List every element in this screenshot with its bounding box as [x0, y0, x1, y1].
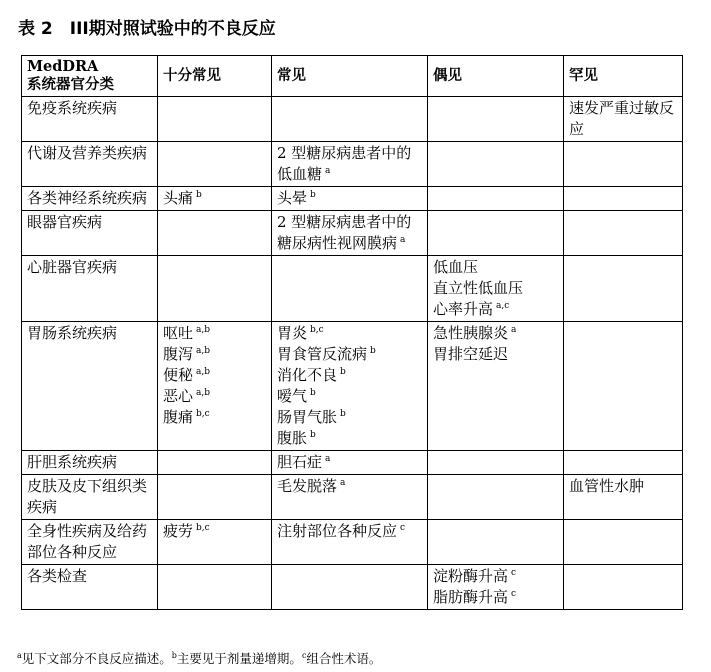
rare-cell — [564, 322, 683, 451]
uncommon-cell — [428, 475, 564, 520]
adverse-reactions-table — [21, 55, 683, 610]
header-soc-line2: 系统器官分类 — [27, 77, 114, 93]
uncommon-cell — [428, 142, 564, 187]
uncommon-cell — [428, 97, 564, 142]
footnote-marker: b — [310, 190, 316, 200]
very-common-cell — [158, 142, 272, 187]
reaction-term: 头痛 $^b$ — [163, 189, 202, 207]
footnote-text: 见下文部分不良反应描述。 — [21, 651, 172, 666]
reaction-term: 腹胀 $^b$ — [277, 429, 316, 447]
soc-cell: 皮肤及皮下组织类疾病 — [22, 475, 158, 520]
footnote-marker: c — [511, 568, 517, 578]
common-cell — [272, 475, 428, 520]
soc-cell: 各类检查 — [22, 565, 158, 610]
reaction-term: 脂肪酶升高 $^c$ — [433, 588, 517, 606]
footnote-marker: a — [17, 650, 22, 660]
table-title: 表 2 III期对照试验中的不良反应 — [18, 19, 276, 39]
common-cell — [272, 97, 428, 142]
rare-cell — [564, 520, 683, 565]
reaction-term: 胆石症 $^a$ — [277, 453, 331, 471]
reaction-term: 直立性低血压 — [433, 279, 524, 297]
table-row — [22, 97, 683, 142]
header-soc — [22, 56, 158, 97]
reaction-term: 低血压 — [433, 258, 479, 276]
rare-cell — [564, 256, 683, 322]
reaction-term: 速发严重过敏反应 — [569, 99, 675, 138]
common-cell — [272, 211, 428, 256]
very-common-cell — [158, 187, 272, 211]
footnote — [17, 649, 381, 667]
header-row — [22, 56, 683, 97]
footnote-marker: a,b — [196, 367, 211, 377]
uncommon-cell — [428, 211, 564, 256]
footnote-marker: b — [340, 367, 346, 377]
reaction-term: 心率升高 $^{a,c}$ — [433, 300, 510, 318]
footnote-marker: c — [301, 650, 307, 660]
reaction-term: 2 型糖尿病患者中的糖尿病性视网膜病 $^a$ — [277, 213, 412, 252]
rare-cell — [564, 451, 683, 475]
uncommon-cell — [428, 322, 564, 451]
footnote-marker: b,c — [196, 523, 210, 533]
very-common-cell — [158, 97, 272, 142]
footnote-marker: b — [171, 650, 177, 660]
footnote-marker: b — [310, 430, 316, 440]
very-common-cell — [158, 475, 272, 520]
reaction-term: 腹泻 $^{a,b}$ — [163, 345, 211, 363]
reaction-term: 血管性水肿 — [569, 477, 645, 495]
soc-cell: 全身性疾病及给药部位各种反应 — [22, 520, 158, 565]
footnote-marker: b,c — [196, 409, 210, 419]
header-rare: 罕见 — [564, 56, 683, 97]
soc-cell: 各类神经系统疾病 — [22, 187, 158, 211]
very-common-cell — [158, 451, 272, 475]
rare-cell — [564, 187, 683, 211]
common-cell — [272, 187, 428, 211]
reaction-term: 注射部位各种反应 $^c$ — [277, 522, 406, 540]
soc-cell: 肝胆系统疾病 — [22, 451, 158, 475]
footnote-marker: a — [400, 235, 406, 245]
footnote-text: 组合性术语。 — [306, 651, 382, 666]
reaction-term: 嗳气 $^b$ — [277, 387, 316, 405]
soc-cell: 免疫系统疾病 — [22, 97, 158, 142]
footnote-marker: b — [370, 346, 376, 356]
table-row — [22, 475, 683, 520]
footnote-marker: a — [325, 454, 331, 464]
uncommon-cell — [428, 565, 564, 610]
table-row — [22, 520, 683, 565]
footnote-marker: a,b — [196, 388, 211, 398]
common-cell — [272, 142, 428, 187]
reaction-term: 胃炎 $^{b,c}$ — [277, 324, 324, 342]
reaction-term: 腹痛 $^{b,c}$ — [163, 408, 210, 426]
table-row — [22, 322, 683, 451]
table-row — [22, 142, 683, 187]
common-cell — [272, 256, 428, 322]
common-cell — [272, 451, 428, 475]
reaction-term: 毛发脱落 $^a$ — [277, 477, 346, 495]
rare-cell — [564, 142, 683, 187]
reaction-term: 消化不良 $^b$ — [277, 366, 346, 384]
footnote-marker: a — [340, 478, 346, 488]
table-row — [22, 211, 683, 256]
header-common: 常见 — [272, 56, 428, 97]
uncommon-cell — [428, 451, 564, 475]
reaction-term: 胃食管反流病 $^b$ — [277, 345, 376, 363]
reaction-term: 恶心 $^{a,b}$ — [163, 387, 211, 405]
soc-cell: 胃肠系统疾病 — [22, 322, 158, 451]
footnote-marker: a,b — [196, 346, 211, 356]
reaction-term: 2 型糖尿病患者中的低血糖 $^a$ — [277, 144, 412, 183]
uncommon-cell — [428, 256, 564, 322]
table-row — [22, 451, 683, 475]
reaction-term: 呕吐 $^{a,b}$ — [163, 324, 211, 342]
very-common-cell — [158, 322, 272, 451]
rare-cell — [564, 565, 683, 610]
reaction-term: 急性胰腺炎 $^a$ — [433, 324, 517, 342]
footnote-marker: b — [310, 388, 316, 398]
soc-cell: 眼器官疾病 — [22, 211, 158, 256]
footnote-marker: b — [196, 190, 202, 200]
rare-cell — [564, 97, 683, 142]
common-cell — [272, 520, 428, 565]
footnote-marker: a,c — [496, 301, 510, 311]
common-cell — [272, 565, 428, 610]
footnote-marker: b — [340, 409, 346, 419]
reaction-term: 头晕 $^b$ — [277, 189, 316, 207]
reaction-term: 肠胃气胀 $^b$ — [277, 408, 346, 426]
very-common-cell — [158, 520, 272, 565]
soc-cell: 代谢及营养类疾病 — [22, 142, 158, 187]
reaction-term: 淀粉酶升高 $^c$ — [433, 567, 517, 585]
uncommon-cell — [428, 520, 564, 565]
table-row — [22, 187, 683, 211]
table-row — [22, 565, 683, 610]
footnote-marker: a,b — [196, 325, 211, 335]
uncommon-cell — [428, 187, 564, 211]
footnote-marker: a — [325, 166, 331, 176]
rare-cell — [564, 475, 683, 520]
footnote-marker: b,c — [310, 325, 324, 335]
reaction-term: 胃排空延迟 — [433, 345, 509, 363]
rare-cell — [564, 211, 683, 256]
header-soc-line1: MedDRA — [27, 58, 99, 75]
footnote-marker: c — [400, 523, 406, 533]
soc-cell: 心脏器官疾病 — [22, 256, 158, 322]
reaction-term: 疲劳 $^{b,c}$ — [163, 522, 210, 540]
very-common-cell — [158, 256, 272, 322]
table-row — [22, 256, 683, 322]
common-cell — [272, 322, 428, 451]
footnote-text: 主要见于剂量递增期。 — [176, 651, 302, 666]
reaction-term: 便秘 $^{a,b}$ — [163, 366, 211, 384]
very-common-cell — [158, 565, 272, 610]
very-common-cell — [158, 211, 272, 256]
header-uncommon: 偶见 — [428, 56, 564, 97]
footnote-marker: a — [511, 325, 517, 335]
footnote-marker: c — [511, 589, 517, 599]
header-very-common: 十分常见 — [158, 56, 272, 97]
